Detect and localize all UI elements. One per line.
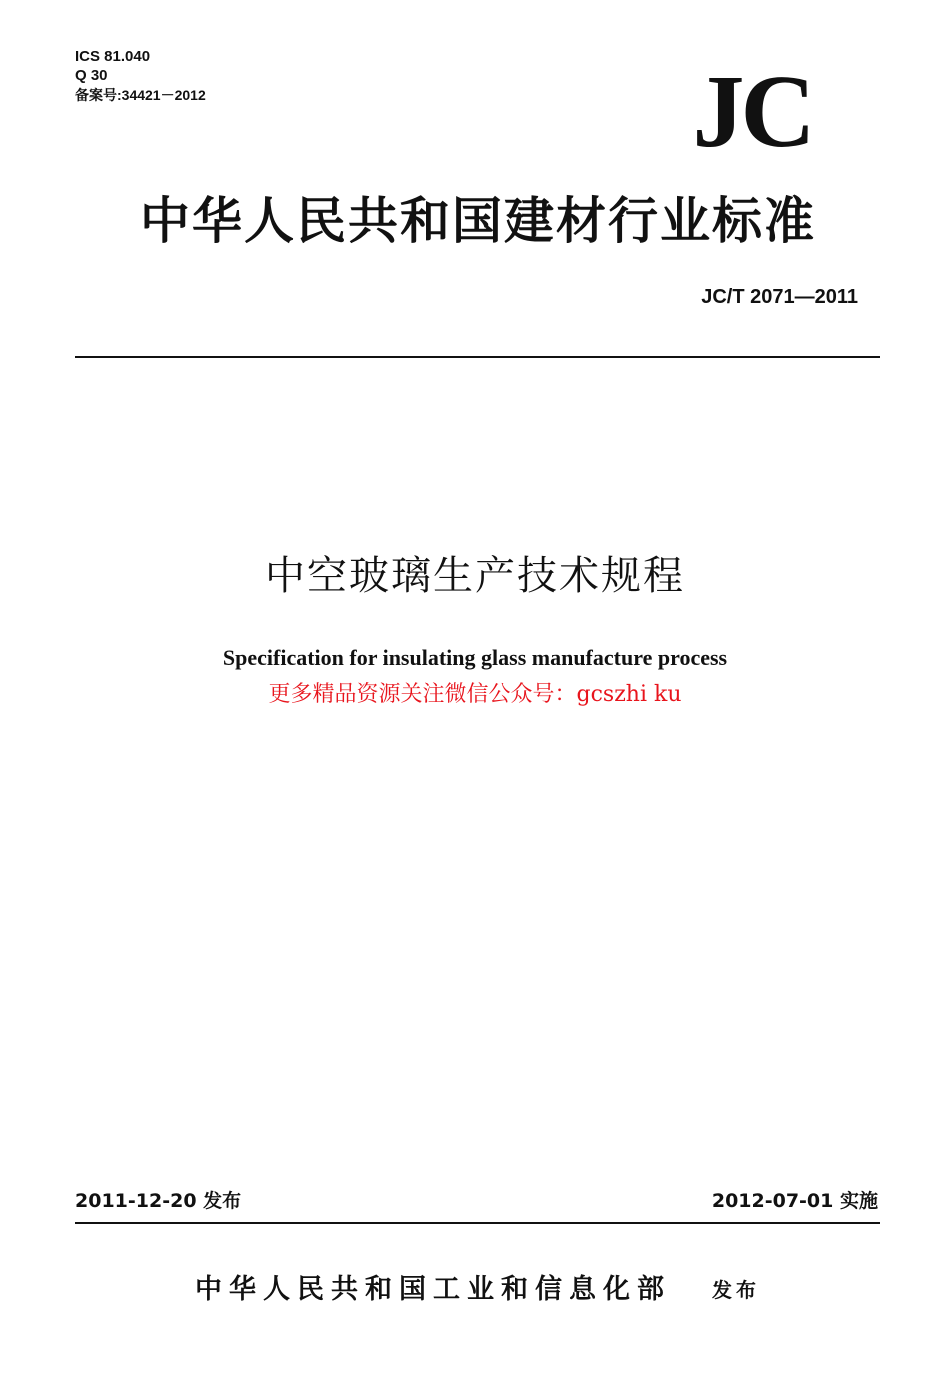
standard-category-title: 中华人民共和国建材行业标准	[140, 192, 816, 250]
issue-date: 2011-12-20 发布	[75, 1190, 242, 1212]
publish-label: 发布	[712, 1278, 760, 1302]
jc-logo: JC	[692, 54, 812, 169]
ccs-code: Q 30	[75, 67, 108, 84]
implementation-date: 2012-07-01 实施	[711, 1190, 878, 1212]
document-title-english: Specification for insulating glass manufacture process	[222, 645, 728, 670]
ics-code: ICS 81.040	[75, 48, 151, 65]
standard-number: JC/T 2071—2011	[701, 286, 858, 308]
top-divider	[75, 356, 880, 358]
document-title-chinese: 中空玻璃生产技术规程	[265, 553, 685, 599]
bottom-divider	[75, 1222, 880, 1224]
publisher-name: 中华人民共和国工业和信息化部	[195, 1274, 671, 1305]
promo-watermark-text: 更多精品资源关注微信公众号：gcszhi ku	[268, 682, 682, 707]
record-number: 备案号:34421－2012	[75, 87, 206, 103]
